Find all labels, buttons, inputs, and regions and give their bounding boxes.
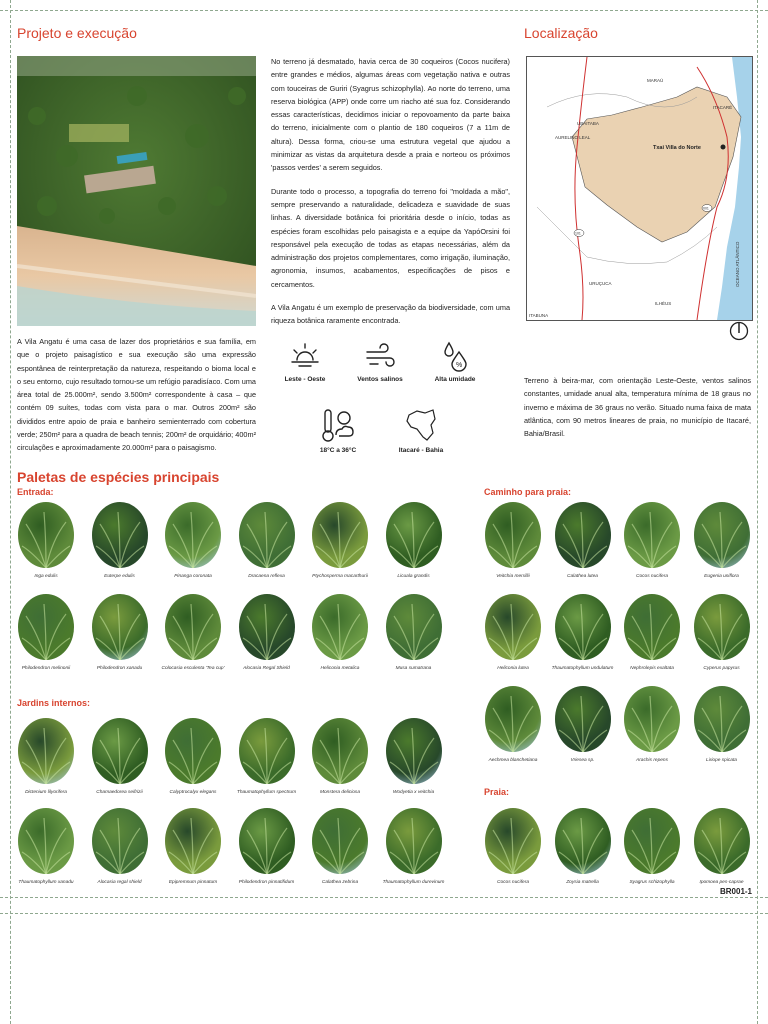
plant-caption: Dictenium lilyorifera [25,790,67,795]
plant-item [616,502,688,579]
project-paragraph: Durante todo o processo, a topografia do terreno foi "moldada a mão", sempre preservando a naturalidade, delicadeza e suavidade de suas linhas. A diversidade botânica foi prioritária desde o início, todas as espécies foram escolhidas pelo paisagista e a equipe da YapóOrsini foi responsável pela execução de todas as etapas necessárias, além da administração dos projetos complementares, como irrigação, iluminação, agronomia, insumos, acabamentos, especificações de pisos e cercamentos. [271,186,510,289]
plant-photo [624,808,680,874]
plant-item [547,808,619,885]
plant-item [84,808,156,885]
crop-line-bottom-2 [0,913,768,914]
plant-photo [386,502,442,568]
plant-caption: Zoysia matrella [566,880,599,885]
plant-photo [386,808,442,874]
plant-caption: Nephrolepis exaltata [630,666,674,671]
climate-label: Alta umidade [434,376,476,383]
plant-item [477,808,549,885]
map-label-site: Txai Villa do Norte [653,145,701,151]
plant-item [231,808,303,885]
plant-item [84,594,156,671]
plant-photo [485,686,541,752]
plant-item [231,718,303,795]
plant-photo [239,718,295,784]
plant-item [157,594,229,671]
wind-icon [364,340,396,372]
plant-photo [624,686,680,752]
crop-line-bottom [0,897,768,898]
climate-label: 18°C a 36°C [319,447,357,454]
climate-label: Leste - Oeste [284,376,326,383]
plant-photo [92,502,148,568]
section-heading-projeto: Projeto e execução [17,25,137,41]
plant-caption: Syagrus schizophylla [629,880,675,885]
plant-photo [485,808,541,874]
plant-item [477,594,549,671]
project-text-col2 [271,55,510,338]
climate-label: Ventos salinos [357,376,403,383]
plant-photo [485,502,541,568]
section-heading-paletas: Paletas de espécies principais [17,469,220,485]
plant-photo [555,502,611,568]
thermometer-icon [320,407,356,443]
plant-caption: Ipomoea pes-caprae [699,880,744,885]
plant-item [547,594,619,671]
plant-photo [624,594,680,660]
palette-title-praia: Praia: [484,787,510,797]
plant-photo [18,502,74,568]
plant-photo [165,502,221,568]
plant-photo [694,808,750,874]
plant-photo [386,718,442,784]
plant-item [304,808,376,885]
plant-caption: Thaumatophyllum durevinum [382,880,445,885]
plant-item [231,594,303,671]
plant-caption: Inga edulis [34,574,58,579]
plant-photo [92,718,148,784]
plant-caption: Cocos nucifera [497,880,529,885]
map-label-ilheus: ILHÉUS [655,301,672,306]
plant-caption: Euterpe edulis [104,574,135,579]
plant-item [157,718,229,795]
plant-item [84,718,156,795]
plant-item [231,502,303,579]
plant-caption: Philodendron melinonii [21,666,71,671]
plant-photo [312,718,368,784]
map-label-road1: 101 [575,231,581,236]
plant-photo [165,594,221,660]
plant-item [477,686,549,763]
north-arrow-icon [729,321,749,346]
bahia-map-icon [403,407,439,443]
plant-caption: Licuala grandis [397,574,430,579]
plant-photo [312,594,368,660]
plant-caption: Alocasia Regal Shield [243,666,290,671]
map-label-marau: MARAÚ [647,78,664,83]
climate-orientation [270,340,340,383]
plant-item [10,808,82,885]
plant-photo [694,686,750,752]
crop-line-top [0,10,768,11]
plant-caption: Thaumatophyllum spectrum [236,790,297,795]
plant-photo [18,808,74,874]
plant-caption: Thaumatophyllum xanadu [18,880,74,885]
plant-caption: Calathea zebrina [321,880,359,885]
plant-item [378,718,450,795]
plant-item [616,594,688,671]
plant-photo [239,594,295,660]
plant-photo [239,502,295,568]
plant-photo [92,594,148,660]
climate-label: Itacaré - Bahia [398,447,444,454]
map-label-road2: 001 [703,206,709,211]
plant-item [616,686,688,763]
project-paragraph: No terreno já desmatado, havia cerca de 30 coqueiros (Cocos nucifera) entre grandes e médios, algumas áreas com vegetação nativa e outras com touceiras de Guriri (Syagrus schizophylla). Ao norte do terreno, uma reserva biológica (APP) onde corre um riacho até sua foz. Considerando essas características, decidimos iniciar o repovoamento da parte baixa do terreno, inicialmente com o plantio de 180 coqueiros (7 a 11m de altura). Dessa forma, criou-se uma estrutura vegetal que ajudou a minimizar as vistas da arquitetura desde a praia e norteou os próximos 'passos verdes' a serem seguidos. [271,57,510,173]
plant-photo [624,502,680,568]
plant-item [477,502,549,579]
document-code: BR001-1 [719,887,752,896]
plant-photo [694,594,750,660]
plant-caption: Liriope spicata [706,758,737,763]
map-label-ubaitaba: UBAITABA [577,121,599,126]
location-description [524,374,751,450]
palette-title-entrada: Entrada: [17,487,54,497]
plant-caption: Thaumatophyllum undulatum [551,666,614,671]
plant-caption: Monstera deliciosa [320,790,360,795]
plant-item [304,594,376,671]
plant-item [157,808,229,885]
plant-caption: Wodyetia x veitchia [392,790,435,795]
plant-caption: Eugenia uniflora [704,574,739,579]
plant-caption: Vriesea sp. [570,758,595,763]
plant-caption: Heliconia lutea [497,666,529,671]
location-paragraph: Terreno à beira-mar, com orientação Leste-Oeste, ventos salinos constantes, umidade anual alta, temperatura mínima de 18 graus no inverno e máxima de 36 graus no verão. Situado numa faixa de mata atlântica, com 90 metros lineares de praia, no município de Itacaré, Bahia/Brasil. [524,376,751,439]
plant-photo [312,502,368,568]
plant-photo [386,594,442,660]
plant-photo [18,718,74,784]
plant-photo [165,718,221,784]
plant-item [84,502,156,579]
plant-photo [555,808,611,874]
plant-item [378,502,450,579]
plant-item [10,594,82,671]
plant-item [378,594,450,671]
plant-caption: Colocasia esculenta 'Tea cup' [161,666,225,671]
map-label-ocean: OCEANO ATLÂNTICO [735,241,740,287]
plant-caption: Dracaena reflexa [248,574,285,579]
plant-item [686,808,758,885]
plant-caption: Musa sumatrana [395,666,432,671]
climate-region [386,407,456,454]
plant-caption: Philodendron pinnatifidum [238,880,295,885]
plant-caption: Cocos nucifera [636,574,668,579]
map-label-urucuca: URUÇUCA [589,281,612,286]
sun-horizon-icon [289,340,321,372]
plant-caption: Calathea lutea [567,574,598,579]
plant-photo [18,594,74,660]
plant-photo [694,502,750,568]
plant-caption: Alocasia regal shield [97,880,142,885]
plant-photo [555,594,611,660]
palette-title-jardins: Jardins internos: [17,698,91,708]
plant-caption: Arachis repens [636,758,668,763]
location-map [526,56,753,321]
climate-temperature [303,407,373,454]
plant-item [547,686,619,763]
plant-item [10,718,82,795]
project-paragraph: A Vila Angatu é um exemplo de preservação da biodiversidade, com uma riqueza botânica raramente encontrada. [271,303,510,326]
plant-caption: Ptychosperma macarthurii [312,574,368,579]
plant-item [378,808,450,885]
project-paragraph: A Vila Angatu é uma casa de lazer dos proprietários e sua família, em que o projeto paisagístico e sua execução são uma expressão espontânea de reinterpretação da natureza, respeitando o bioma local e o seu entorno, cujo resultado tornou-se um refúgio paradisíaco. Com uma área total de 25.000m², sendo 3.500m² correspondente à casa – que contém 09 suítes, todas com vista para o mar. Outros 200m² são divididos entre apoio de praia e banheiro semienterrado com cobertura verde; 250m² para a quadra de beach tennis; 200m² de orquidário; 400m² circulações e aproximadamente 20.000m² para o paisagismo. [17,337,256,453]
plant-photo [312,808,368,874]
plant-caption: Epipremnum pinnatum [168,880,218,885]
plant-caption: Aechmea blanchetiana [488,758,538,763]
plant-photo [555,686,611,752]
map-label-itabuna: ITABUNA [529,313,549,318]
plant-caption: Philodendron xanadu [96,666,143,671]
plant-item [304,718,376,795]
plant-photo [485,594,541,660]
plant-photo [165,808,221,874]
plant-caption: Heliconia metalica [320,666,360,671]
plant-caption: Calyptrocalyx elegans [169,790,217,795]
plant-caption: Chamaedorea seifrizii [96,790,143,795]
plant-item [547,502,619,579]
plant-item [686,594,758,671]
plant-item [304,502,376,579]
plant-caption: Pinanga coronata [174,574,212,579]
section-heading-localizacao: Localização [524,25,598,41]
plant-item [686,502,758,579]
map-label-aurelino: AURELINO LEAL [555,135,591,140]
plant-item [10,502,82,579]
map-label-itacare: ITACARÉ [713,105,733,110]
plant-photo [92,808,148,874]
plant-caption: Cyperus papyrus [703,666,740,671]
climate-wind [345,340,415,383]
palette-title-caminho: Caminho para praia: [484,487,572,497]
aerial-photo [17,56,256,326]
plant-item [686,686,758,763]
climate-humidity [420,340,490,383]
svg-text:%: % [456,362,463,369]
humidity-drops-icon [439,340,471,372]
plant-photo [239,808,295,874]
plant-item [616,808,688,885]
plant-caption: Veitchia merrillii [496,574,530,579]
project-text-col1 [17,335,256,465]
plant-item [157,502,229,579]
